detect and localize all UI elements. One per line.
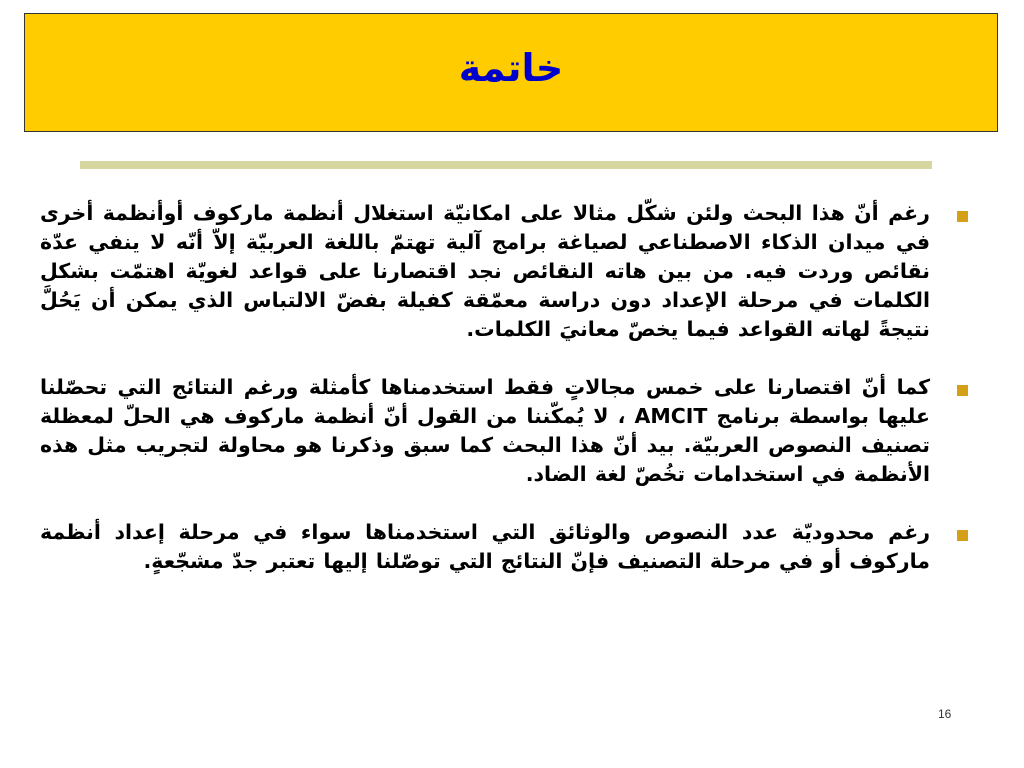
page-number: 16 xyxy=(938,707,952,721)
slide-title: خاتمة xyxy=(458,45,564,90)
bullet-text: رغم محدوديّة عدد النصوص والوثائق التي استخدمناها سواء في مرحلة إعداد أنظمة ماركوف أو في مرحلة التصنيف فإنّ النتائج التي توصّلنا إليها تعتبر جدّ مشجّعةٍ. xyxy=(40,520,930,573)
bullet-text: رغم أنّ هذا البحث ولئن شكّل مثالا على امكانيّة استغلال أنظمة ماركوف أوأنظمة أخرى في ميدان الذكاء الاصطناعي لصياغة برامج آلية تهتمّ باللغة العربيّة إلاّ أنّه لا ينفي عدّة نقائص وردت فيه. من بين هاته النقائص نجد اقتصارنا على قواعد لغويّة اهتمّت بشكل الكلمات في مرحلة الإعداد دون دراسة معمّقة كفيلة بفضّ الالتباس الذي يمكن أن يَحُلَّ نتيجةً لهاته القواعد فيما يخصّ معانيَ الكلمات. xyxy=(40,201,930,341)
square-bullet-icon xyxy=(957,211,968,222)
bullet-text: كما أنّ اقتصارنا على خمس مجالاتٍ فقط استخدمناها كأمثلة ورغم النتائج التي تحصّلنا عليها بواسطة برنامج AMCIT ، لا يُمكّننا من القول أنّ أنظمة ماركوف هي الحلّ لمعظلة تصنيف النصوص العربيّة. بيد أنّ هذا البحث كما سبق وذكرنا هو محاولة لتجريب مثل هذه الأنظمة في استخدامات تخُصّ لغة الضاد. xyxy=(40,375,930,486)
bullet-item-1 xyxy=(40,199,988,344)
square-bullet-icon xyxy=(957,385,968,396)
bullet-item-3 xyxy=(40,518,988,576)
title-banner xyxy=(24,13,998,132)
bullet-list xyxy=(40,199,988,605)
square-bullet-icon xyxy=(957,530,968,541)
title-divider xyxy=(80,161,932,169)
bullet-item-2 xyxy=(40,373,988,489)
